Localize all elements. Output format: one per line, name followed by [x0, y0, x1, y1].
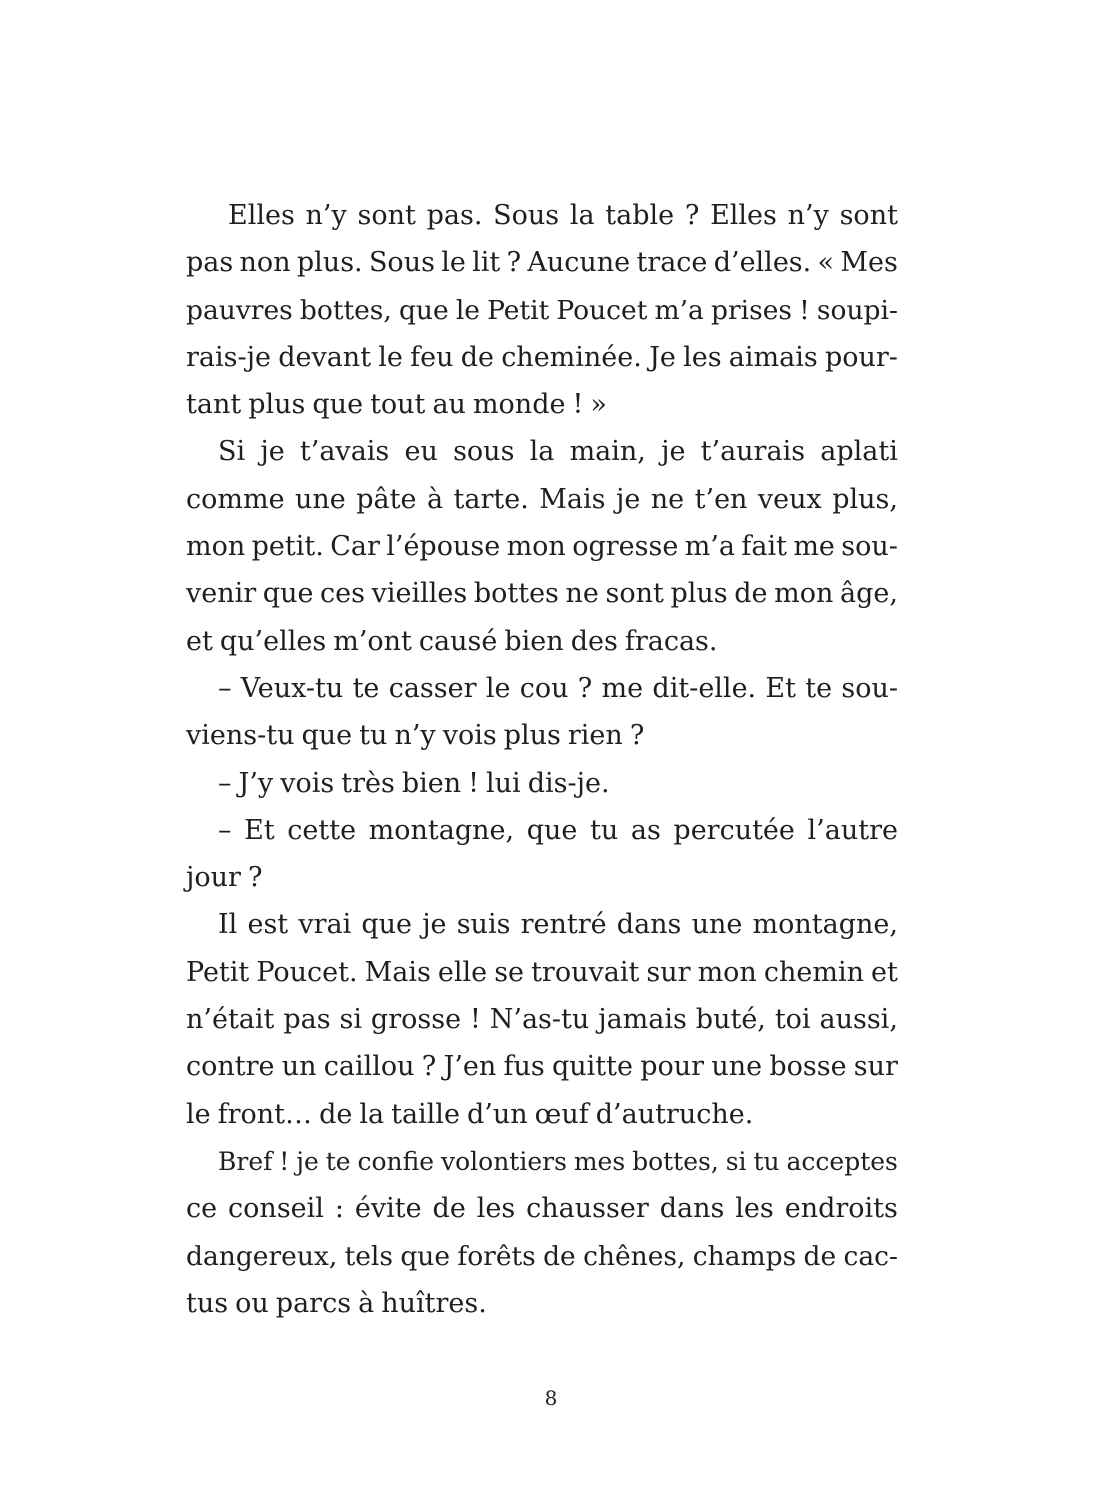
text-line: comme une pâte à tarte. Mais je ne t’en veux plus, — [186, 483, 898, 515]
text-line: mon petit. Car l’épouse mon ogresse m’a fait me sou- — [186, 531, 898, 563]
text-line: le front… de la taille d’un œuf d’autruche. — [186, 1098, 754, 1130]
text-line: rais-je devant le feu de cheminée. Je les aimais pour- — [186, 341, 898, 373]
text-line: dangereux, tels que forêts de chênes, champs de cac- — [186, 1240, 898, 1272]
text-line: pauvres bottes, que le Petit Poucet m’a prises ! soupi- — [186, 294, 898, 326]
text-line: tus ou parcs à huîtres. — [186, 1287, 487, 1319]
text-line: ce conseil : évite de les chausser dans les endroits — [186, 1193, 898, 1225]
paragraph — [186, 665, 898, 760]
paragraph — [186, 807, 898, 902]
paragraph — [186, 760, 898, 807]
paragraph — [186, 428, 898, 664]
text-line: Elles n’y sont pas. Sous la table ? Elles n’y sont — [228, 200, 898, 231]
dialogue-line: jour ? — [186, 862, 263, 894]
text-line: tant plus que tout au monde ! » — [186, 389, 607, 421]
paragraph — [186, 901, 898, 1137]
text-line: Il est vrai que je suis rentré dans une montagne, — [218, 909, 898, 941]
dialogue-line: – J’y vois très bien ! lui dis-je. — [218, 767, 610, 799]
text-line: Bref ! je te confie volontiers mes bottes, si tu acceptes — [218, 1146, 898, 1176]
text-line: et qu’elles m’ont causé bien des fracas. — [186, 625, 718, 657]
body-text — [186, 192, 898, 1327]
page-number: 8 — [544, 1386, 558, 1410]
text-line: n’était pas si grosse ! N’as-tu jamais buté, toi aussi, — [186, 1004, 898, 1036]
text-line: contre un caillou ? J’en fus quitte pour une bosse sur — [186, 1051, 898, 1083]
paragraph — [186, 192, 898, 428]
dialogue-line: – Veux-tu te casser le cou ? me dit-elle. Et te sou- — [218, 672, 898, 704]
dialogue-line: viens-tu que tu n’y vois plus rien ? — [186, 720, 645, 752]
dialogue-line: – Et cette montagne, que tu as percutée l’autre — [218, 814, 898, 846]
text-line: Petit Poucet. Mais elle se trouvait sur mon chemin et — [186, 956, 898, 988]
text-line: pas non plus. Sous le lit ? Aucune trace d’elles. « Mes — [186, 247, 898, 279]
text-line: Si je t’avais eu sous la main, je t’aurais aplati — [218, 436, 898, 468]
text-line: venir que ces vieilles bottes ne sont plus de mon âge, — [186, 578, 898, 610]
paragraph — [186, 1138, 898, 1327]
